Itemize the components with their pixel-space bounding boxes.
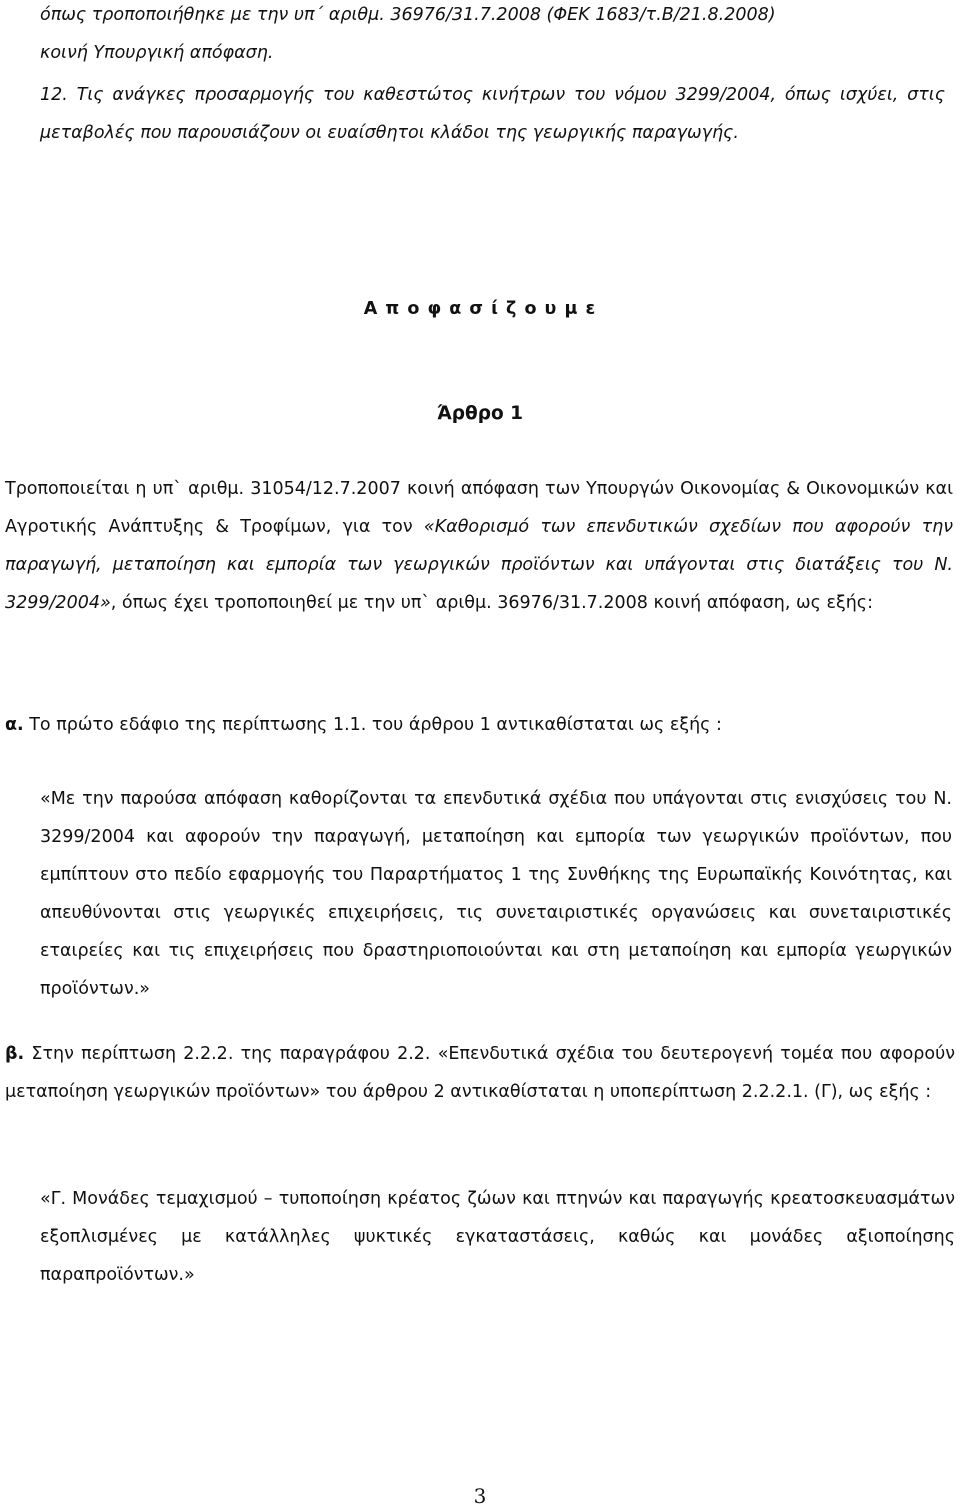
item-b-text: Στην περίπτωση 2.2.2. της παραγράφου 2.2. «Επενδυτικά σχέδια του δευτερογενή τομέα που αφορούν μεταποίηση γεωργικών προϊόντων» του άρθρου 2 αντικαθίσταται η υποπερίπτωση 2.2.2.1. (Γ), ως εξής :: [5, 1044, 955, 1102]
article-1-text-italic: «Καθορισμό των επενδυτικών σχεδίων που αφορούν την παραγωγή, μεταποίηση και εμπορία των γεωργικών προϊόντων και υπάγονται στις διατάξεις του Ν. 3299/2004»: [5, 517, 953, 613]
article-1-text: [5, 470, 953, 622]
intro-line-2: κοινή Υπουργική απόφαση.: [40, 43, 274, 63]
item-12-number: 12.: [40, 85, 68, 105]
article-heading: Άρθρο 1: [437, 403, 523, 424]
intro-line-1: όπως τροποποιήθηκε με την υπ΄ αριθμ. 36976/31.7.2008 (ΦΕΚ 1683/τ.Β/21.8.2008): [40, 5, 776, 25]
item-b-paragraph: [5, 1035, 955, 1111]
quote-1-paragraph: «Με την παρούσα απόφαση καθορίζονται τα επενδυτικά σχέδια που υπάγονται στις ενισχύσεις του Ν. 3299/2004 και αφορούν την παραγωγή, μεταποίηση και εμπορία των γεωργικών προϊόντων, που εμπίπτουν στο πεδίο εφαρμογής του Παραρτήματος 1 της Συνθήκης της Ευρωπαϊκής Κοινότητας, και απευθύνονται στις γεωργικές επιχειρήσεις, τις συνεταιριστικές οργανώσεις και συνεταιριστικές εταιρείες και τις επιχειρήσεις που δραστηριοποιούνται και στη μεταποίηση και εμπορία γεωργικών προϊόντων.»: [40, 789, 952, 999]
intro-paragraph: [40, 0, 920, 72]
page-number: 3: [473, 1484, 487, 1508]
item-b-label: β.: [5, 1044, 25, 1064]
article-1-text-part1: Τροποποιείται η υπ` αριθμ. 31054/12.7.2007 κοινή απόφαση των Υπουργών Οικονομίας & Οικονομικών και Αγροτικής Ανάπτυξης & Τροφίμων, για τον: [5, 479, 953, 537]
item-a-label: α.: [5, 715, 24, 735]
decision-heading: Α π ο φ α σ ί ζ ο υ μ ε: [363, 299, 597, 319]
item-12-paragraph: [40, 76, 945, 152]
article-1-text-part2: , όπως έχει τροποποιηθεί με την υπ` αριθμ. 36976/31.7.2008 κοινή απόφαση, ως εξής:: [110, 593, 873, 613]
item-a-text: Το πρώτο εδάφιο της περίπτωσης 1.1. του άρθρου 1 αντικαθίσταται ως εξής :: [23, 715, 722, 735]
item-12-text: Τις ανάγκες προσαρμογής του καθεστώτος κινήτρων του νόμου 3299/2004, όπως ισχύει, στις μεταβολές που παρουσιάζουν οι ευαίσθητοι κλάδοι της γεωργικής παραγωγής.: [40, 85, 945, 143]
item-a-paragraph: [5, 706, 953, 744]
quote-2-paragraph: «Γ. Μονάδες τεμαχισμού – τυποποίηση κρέατος ζώων και πτηνών και παραγωγής κρεατοσκευασμάτων εξοπλισμένες με κατάλληλες ψυκτικές εγκαταστάσεις, καθώς και μονάδες αξιοποίησης παραπροϊόντων.»: [40, 1189, 955, 1285]
